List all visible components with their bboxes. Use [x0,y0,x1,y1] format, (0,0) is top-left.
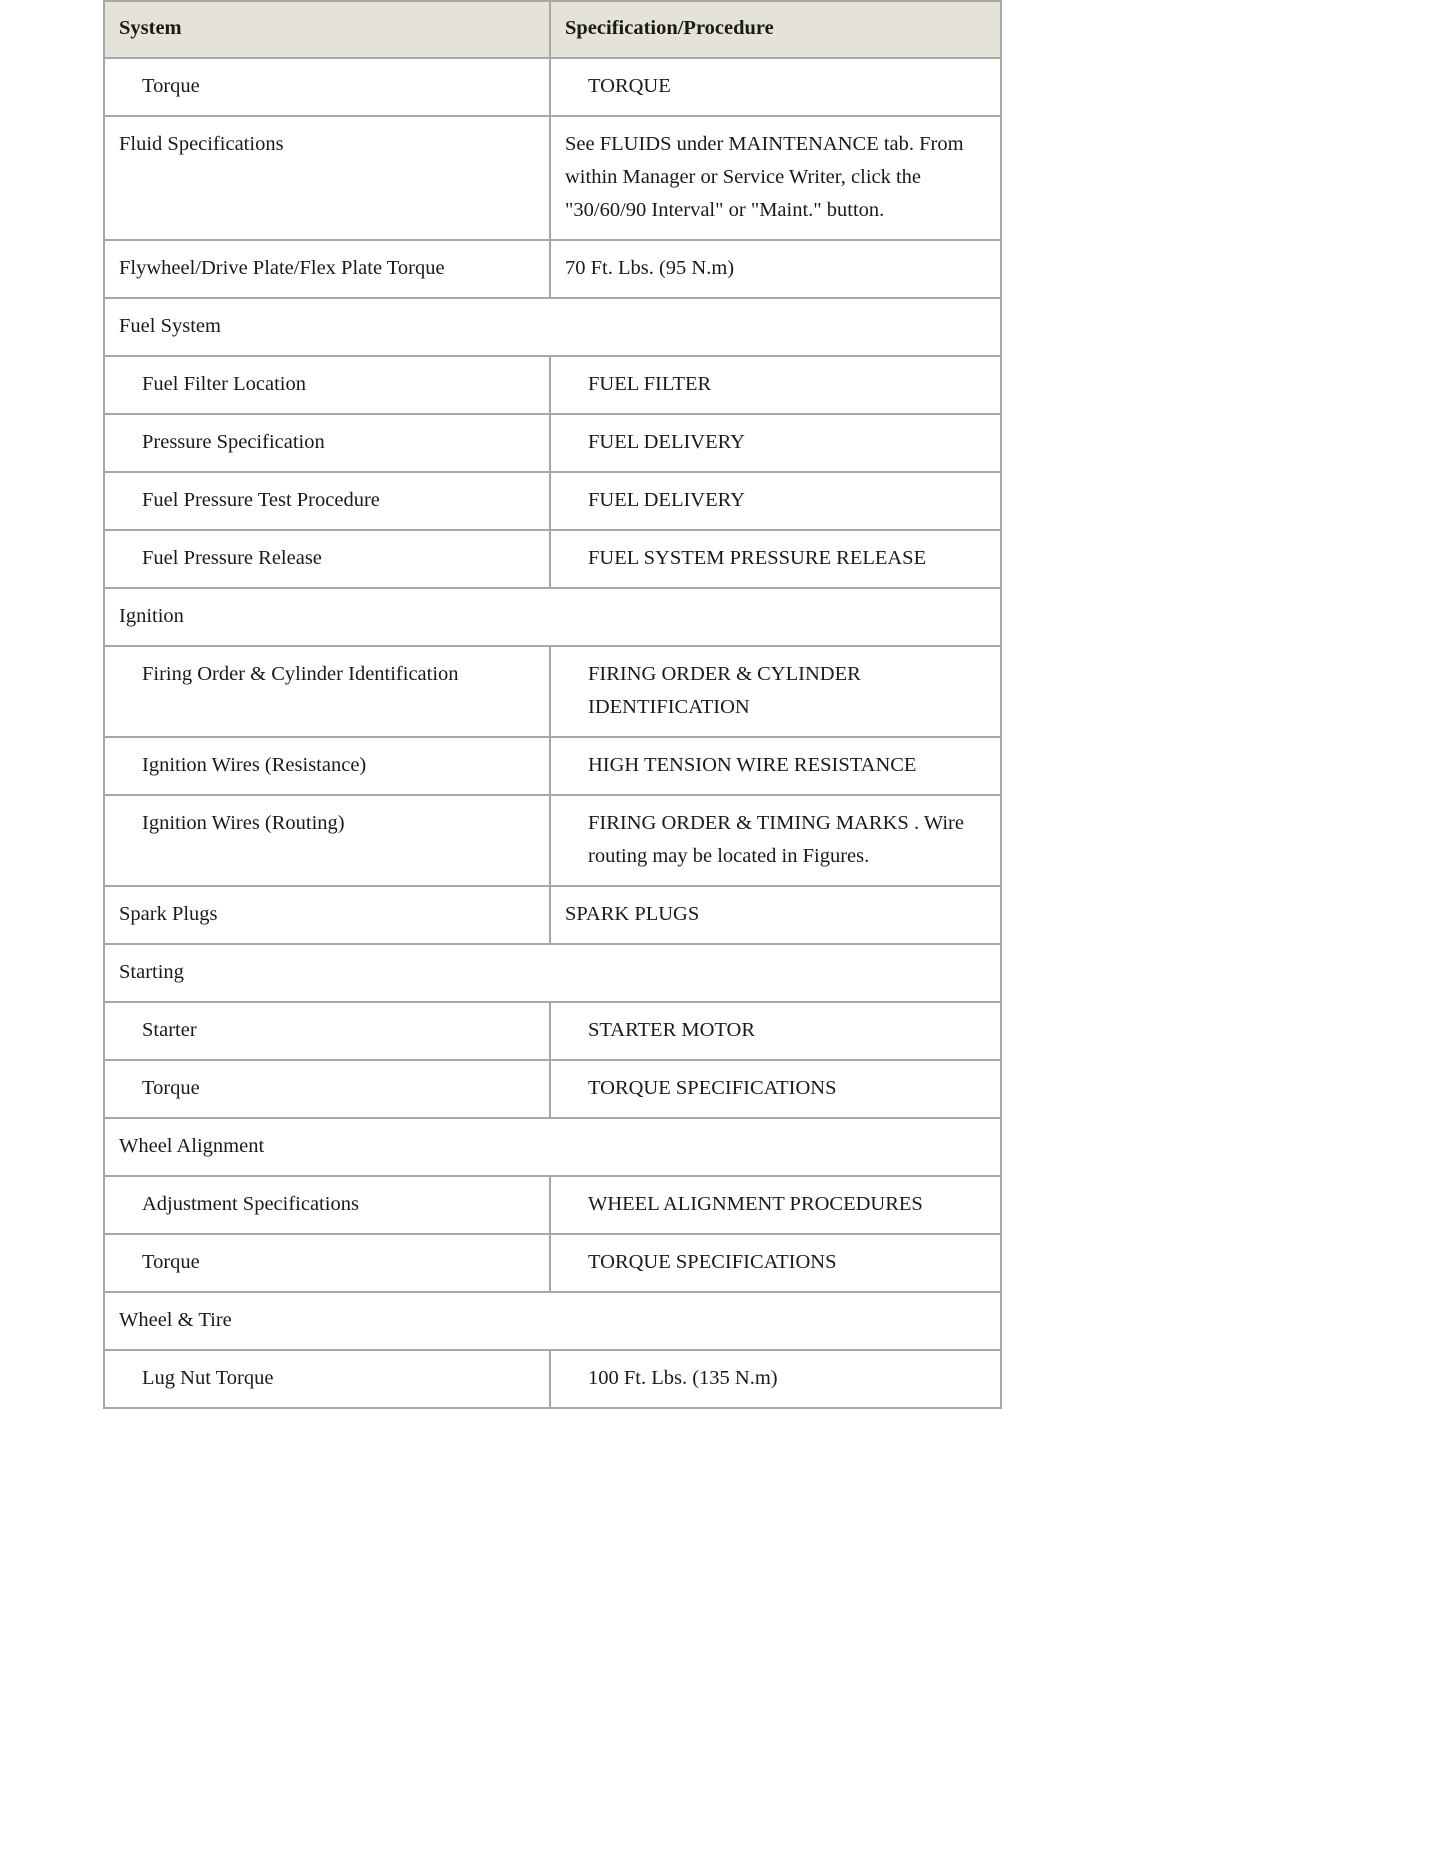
table-row [104,1234,1001,1292]
table-row [104,1002,1001,1060]
specification-cell: See FLUIDS under MAINTENANCE tab. From within Manager or Service Writer, click the "30/60/90 Interval" or "Maint." button. [550,116,1001,240]
specification-cell: TORQUE [550,58,1001,116]
specification-cell: SPARK PLUGS [550,886,1001,944]
table-row [104,414,1001,472]
section-row [104,588,1001,646]
section-row [104,1118,1001,1176]
table-row [104,116,1001,240]
system-cell: Torque [104,1060,550,1118]
table-row [104,240,1001,298]
system-cell: Ignition Wires (Resistance) [104,737,550,795]
system-cell: Flywheel/Drive Plate/Flex Plate Torque [104,240,550,298]
specification-cell: 70 Ft. Lbs. (95 N.m) [550,240,1001,298]
system-cell: Fuel Pressure Test Procedure [104,472,550,530]
table-header-row [104,1,1001,58]
system-cell: Fuel Pressure Release [104,530,550,588]
table-row [104,795,1001,886]
column-header-specification: Specification/Procedure [550,1,1001,58]
section-heading: Wheel Alignment [104,1118,1001,1176]
table-row [104,356,1001,414]
table-body [104,58,1001,1408]
table-row [104,530,1001,588]
specification-cell: FIRING ORDER & TIMING MARKS . Wire routing may be located in Figures. [550,795,1001,886]
section-heading: Wheel & Tire [104,1292,1001,1350]
table-row [104,58,1001,116]
system-cell: Ignition Wires (Routing) [104,795,550,886]
section-row [104,1292,1001,1350]
section-heading: Ignition [104,588,1001,646]
specification-cell: 100 Ft. Lbs. (135 N.m) [550,1350,1001,1408]
table-row [104,1060,1001,1118]
system-cell: Pressure Specification [104,414,550,472]
specification-cell: FUEL SYSTEM PRESSURE RELEASE [550,530,1001,588]
section-heading: Fuel System [104,298,1001,356]
column-header-system: System [104,1,550,58]
system-cell: Torque [104,1234,550,1292]
specification-cell: FIRING ORDER & CYLINDER IDENTIFICATION [550,646,1001,737]
table-row [104,472,1001,530]
specification-table [103,0,1002,1409]
specification-cell: HIGH TENSION WIRE RESISTANCE [550,737,1001,795]
specification-cell: FUEL DELIVERY [550,414,1001,472]
table-row [104,886,1001,944]
section-heading: Starting [104,944,1001,1002]
system-cell: Starter [104,1002,550,1060]
table-row [104,737,1001,795]
table-row [104,1176,1001,1234]
specification-cell: TORQUE SPECIFICATIONS [550,1234,1001,1292]
section-row [104,944,1001,1002]
system-cell: Fluid Specifications [104,116,550,240]
specification-cell: TORQUE SPECIFICATIONS [550,1060,1001,1118]
system-cell: Spark Plugs [104,886,550,944]
table-row [104,1350,1001,1408]
specification-cell: STARTER MOTOR [550,1002,1001,1060]
specification-cell: FUEL FILTER [550,356,1001,414]
system-cell: Torque [104,58,550,116]
system-cell: Firing Order & Cylinder Identification [104,646,550,737]
system-cell: Adjustment Specifications [104,1176,550,1234]
section-row [104,298,1001,356]
system-cell: Fuel Filter Location [104,356,550,414]
system-cell: Lug Nut Torque [104,1350,550,1408]
specification-cell: WHEEL ALIGNMENT PROCEDURES [550,1176,1001,1234]
table-row [104,646,1001,737]
specification-cell: FUEL DELIVERY [550,472,1001,530]
